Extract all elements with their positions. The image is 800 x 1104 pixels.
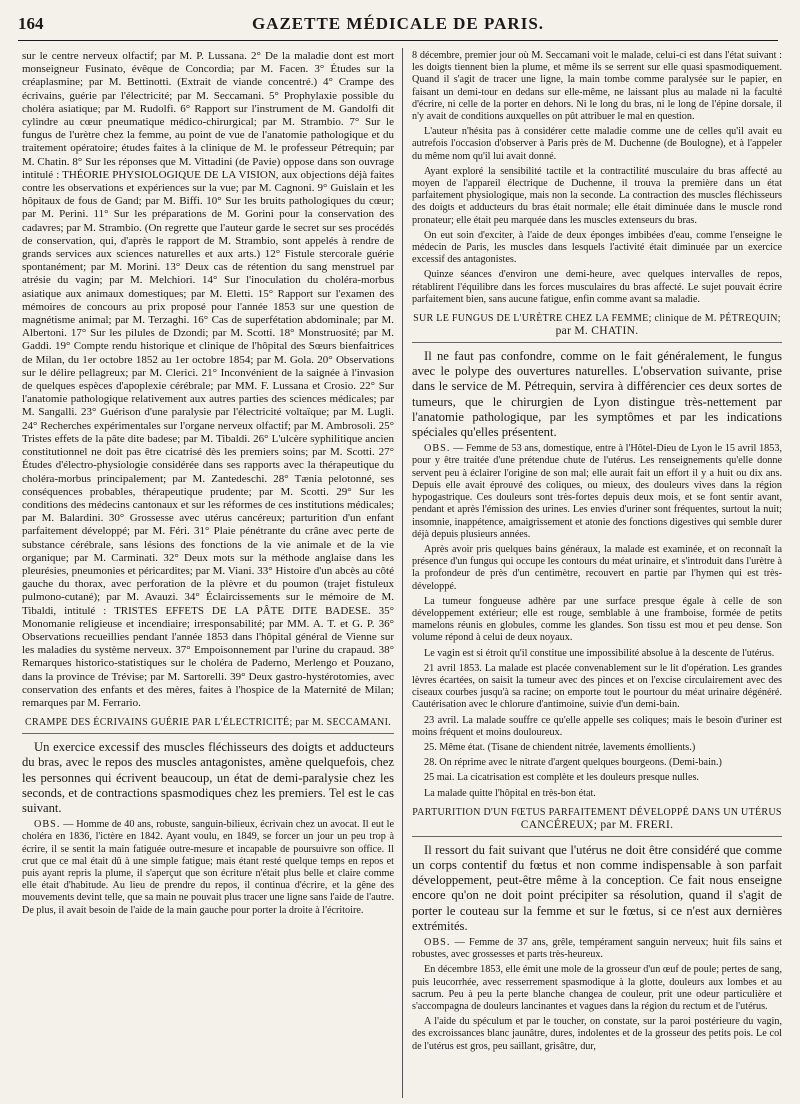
paragraph: La malade quitte l'hôpital en très-bon état. <box>424 787 596 799</box>
observation-paragraph: OBS. — Femme de 53 ans, domestique, entre à l'Hôtel-Dieu de Lyon le 15 avril 1853, pour y être traitée d'une prétendue chute de l'utérus. Les renseignements qu'elle donne servent peu à éclairer l'origine de son mal; elle aurait fait un effort il y a huit ou dix ans. Depuis elle avait éprouvé des coliques, ou mieux, des douleurs vives dans la région hypogastrique. Ces douleurs sont très-fortes depuis deux mois, et se font sentir avant, pendant et après l'émission des urines. Les envies d'uriner sont fréquentes, surtout la nuit; insomnie, inappétence, amaigrissement et atonie des fonctions digestives qui semble durer déjà depuis plusieurs années. <box>412 443 782 540</box>
contents-list: sur le centre nerveux olfactif; par M. P. Lussana. 2° De la maladie dont est mort monseigneur Fusinato, évêque de Concordia; par M. Facen. 3° Études sur la créaplasmine; par M. Bettinotti. (Extrait de viande concentré.) 4° Crampe des écrivains, guérie par l'électricité; par M. Seccamani. 5° Prophylaxie possible du choléra asiatique; par M. Rudolfi. 6° Rapport sur l'instrument de M. Gandolfi dit cylindre au cœur pneumatique médico-chirurgical; par M. Strambio. 7° Sur le fungus de l'urètre chez la femme, au point de vue de l'anatomie pathologique et du traitement opératoire; études faites à la clinique de M. le professeur Pétrequin; par M. Chatin. 8° Sur les réponses que M. Vittadini (de Pavie) oppose dans son ouvrage intitulé : THÉORIE PHYSIOLOGIQUE DE LA VISION, aux objections déjà faites contre les observations et expériences sur la vue; par M. Cagnoni. 9° Guislain et les hôpitaux de fous de Gand; par M. Biffi. 10° Sur les bruits pathologiques du cœur; par M. Perini. 11° Sur les préparations de M. Gorini pour la conservation des cadavres; par M. Strambio. (On regrette que l'auteur garde le secret sur ses procédés de conservation, qui, d'après le rapport de M. Strambio, sont appelés à rendre de grands services aux sciences naturelles et aux arts.) 12° Fistule stercorale guérie spontanément; par M. Morini. 13° Deux cas de rétention du sang menstruel par atrésie du vagin; par M. Melchiori. 14° Sur l'inoculation du choléra-morbus asiatique aux animaux domestiques; par M. Eletti. 15° Rapport sur l'examen des mémoires de concours au prix proposé pour l'année 1853 sur une question de magnétisme animal; par M. Terzaghi. 16° Cas de superfétation abdominale; par M. Albertoni. 17° Sur les pilules de Dzondi; par M. Scotti. 18° Monstruosité; par M. Gaddi. 19° Compte rendu historique et clinique de l'hôpital des Sœurs bienfaitrices de Milan, du 1er octobre 1852 au 1er octobre 1854; par M. Gola. 20° Observations sur le délire pellagreux; par M. Clerici. 21° Inconvénient de la saignée à l'invasion de quelques espèces d'apoplexie cérébrale; par MM. F. Lussana et Crosio. 22° Sur l'anatomie pathologique relativement aux autres parties des sciences médicales; par M. Sangalli. 23° Guérison d'une paralysie par l'électricité voltaïque; par M. Lugli. 24° Recherches expérimentales sur l'organe nerveux olfactif; par M. Ambrosoli. 25° Tristes effets de la pâte dite badese; par M. Tibaldi. 26° L'ulcère syphilitique ancien constitutionnel ne doit pas être cicatrisé dès les premiers soins; par M. Scotti. 27° Études d'électro-physiologie considérée dans ses rapports avec la thérapeutique du choléra-morbus principalement; par M. Zantedeschi. 28° Tænia pelotonné, ses conséquences probables, thérapeutique prudente; par M. Scotti. 29° Sur les conditions des médecins cantonaux et sur les réformes de ces institutions médicales; par M. Balardini. 30° Grossesse avec utérus cancéreux; parturition d'un enfant parfaitement développé; par M. Féri. 31° Plaie pénétrante du crâne avec perte de substance cérébrale, sans lésions des fonctions de la vie animale et de la vie organique; par M. Carminati. 32° Deux mots sur la méthode anglaise dans les pleurésies, pneumonies et péricardites; par M. Viani. 33° Histoire d'un abcès au côté gauche du thorax, avec perforation de la plèvre et du poumon (trajet fistuleux pulmono-cutané); par M. Avauzi. 34° Éclaircissements sur le mémoire de M. Tibaldi, intitulé : TRISTES EFFETS DE LA PÂTE DITE BADESE. 35° Monomanie religieuse et incendiaire; irresponsabilité; par MM. A. T. et G. P. 36° Observations recueillies pendant l'année 1853 dans l'hôpital général de Vienne sur les maladies du système nerveux. 37° Empoisonnement par l'urine du crapaud. 38° Remarques historico-statistiques sur le choléra de Paderno, Merlengo et Pouzano, dans la province de Trévise; par M. Sartorelli. 39° Deux gastro-hystérotomies, avec conservation des enfants et des mères, faites à l'hospice de la Maternité de Milan; remarques par M. Ferrario. <box>22 50 394 709</box>
section-heading-parturition: PARTURITION D'UN FŒTUS PARFAITEMENT DÉVELOPPÉ DANS UN UTÉRUS CANCÉREUX; par M. FRERI. <box>412 806 782 837</box>
paragraph: 25 mai. La cicatrisation est complète et les douleurs presque nulles. <box>424 772 699 784</box>
section-intro: Il ne faut pas confondre, comme on le fait généralement, le fungus avec le polype des ouvertures naturelles. L'observation suivante, prise dans le service de M. Pétrequin, servira à différencier ces deux sortes de tumeurs, que le chirurgien de Lyon distingue très-nettement par l'anatomie pathologique, par les symptômes et par les indications spéciales qu'elles présentent. <box>412 349 782 440</box>
observation-paragraph: OBS. — Femme de 37 ans, grêle, tempérament sanguin nerveux; huit fils sains et robustes, avec grossesses et parts très-heureux. <box>412 936 782 961</box>
paragraph: 25. Même état. (Tisane de chiendent nitrée, lavements émollients.) <box>424 741 696 753</box>
paragraph: En décembre 1853, elle émit une mole de la grosseur d'un œuf de poule; pertes de sang, puis leucorrhée, avec resserrement spasmodique à la glotte, douleurs aux lombes et au sacrum. Peu à peu la perte blanche changea de couleur, prit une odeur particulière et s'accompagna de douleurs lancinantes et vagues dans la région du rectum et de l'utérus. <box>412 964 782 1012</box>
page-header <box>18 14 778 41</box>
paragraph: La tumeur fongueuse adhère par une surface presque égale à celle de son développement extérieur; elle est rouge, semblable à une framboise, formée de petits mamelons réunis en globules, comme les glandes. Son tissu est mou et peu dense. Son volume répond à celui de deux noyaux. <box>412 595 782 644</box>
right-column <box>412 50 782 1098</box>
paragraph: Ayant exploré la sensibilité tactile et la contractilité musculaire du bras affecté au moyen de l'appareil électrique de Duchenne, il trouva la première dans un état parfaitement physiologique, mais non la seconde. La contraction des muscles fléchisseurs des doigts et adducteurs du bras était normale; elle était diminuée dans le muscle rond pronateur; elle était peu marquée dans les muscles extenseurs du bras. <box>412 165 782 226</box>
journal-title: GAZETTE MÉDICALE DE PARIS. <box>251 14 545 33</box>
column-divider <box>402 48 403 1098</box>
paragraph: 8 décembre, premier jour où M. Seccamani voit le malade, celui-ci est dans l'état suivant : les doigts tiennent bien la plume, et même ils se serrent sur elle quasi spasmodiquement. Quand il s'agit de tracer une ligne, la main tombe comme paralysée sur le papier, en faisant un demi-tour en dedans sur elle-même, ne laissant plus au malade ni la faculté d'écrire, ni celle de la porter en dehors. Ni le long du bras, ni le long de l'épine dorsale, il n'y avait de conditions auxquelles on pût attribuer le mal en question. <box>412 50 782 123</box>
paragraph: 28. On réprime avec le nitrate d'argent quelques bourgeons. (Demi-bain.) <box>424 757 722 769</box>
page-number: 164 <box>18 14 44 33</box>
left-column <box>22 50 394 1098</box>
paragraph: Quinze séances d'environ une demi-heure, avec quelques intervalles de repos, rétablirent l'équilibre dans les forces musculaires du bras affecté. Le sujet pouvait écrire parfaitement bien, sans aucune fatigue, enfin comme avant sa maladie. <box>412 269 782 305</box>
section-intro: Il ressort du fait suivant que l'utérus ne doit être considéré que comme un corps contentif du fœtus et non comme indispensable à son parfait développement, peut-être même à la conception. Ce fait nous enseigne encore qu'on ne doit point précipiter sa résolution, quand il s'agit de porter le couteau sur la femme et sur le fœtus, si ce n'est aux dernières extrémités. <box>412 842 782 933</box>
paragraph: On eut soin d'exciter, à l'aide de deux éponges imbibées d'eau, comme l'enseigne le médecin de Paris, les muscles dans lesquels l'activité était diminuée par un exercice excessif des antagonistes. <box>412 229 782 266</box>
paragraph: L'auteur n'hésita pas à considérer cette maladie comme une de celles qu'il avait eu autrefois l'occasion d'observer à Paris près de M. Duchenne (de Boulogne), et à l'appeler du même nom qu'il lui avait donné. <box>412 126 782 162</box>
paragraph: A l'aide du spéculum et par le toucher, on constate, sur la paroi postérieure du vagin, des excroissances blanc jaunâtre, dures, indolentes et de la grosseur des petits pois. Le col de l'utérus est gros, peu saillant, grisâtre, dur, <box>412 1016 782 1052</box>
obs-label: OBS. <box>34 819 61 831</box>
paragraph: Après avoir pris quelques bains généraux, la malade est examinée, et on reconnaît la présence d'un fungus qui occupe les contours du méat urinaire, et s'introduit dans l'urètre à la profondeur de près d'un centimètre, recouvert en partie par l'hymen qui est très-développé. <box>412 543 782 592</box>
section-heading-fungus: SUR LE FUNGUS DE L'URÈTRE CHEZ LA FEMME; clinique de M. PÉTREQUIN; par M. CHATIN. <box>412 312 782 343</box>
observation-paragraph: OBS. — Homme de 40 ans, robuste, sanguin-bilieux, écrivain chez un avocat. Il eut le choléra en 1836, l'ictère en 1842. Ayant voulu, en 1849, se forcer un jour un peu trop à écrire, il se sentit la main fatiguée outre-mesure et incapable de poursuivre son office. Il crut que ce mal était dû à une simple fatigue; mais étant resté quelque temps en repos et puis ayant repris la plume, il s'aperçut que son écriture n'était plus belle et claire comme elle était d'habitude. Au lieu de prendre du repos, il continua d'écrire, et la gêne des mouvements devint telle, que sa main ne pouvait plus tracer une ligne sans l'aide de l'autre. De plus, il avait besoin de l'aide de la main gauche pour porter la droite à l'écritoire. <box>22 819 394 916</box>
paragraph: 21 avril 1853. La malade est placée convenablement sur le lit d'opération. Les grandes lèvres écartées, on saisit la tumeur avec des pinces et on l'excise circulairement avec des ciseaux courbes jusqu'à sa racine; on emporte tout le pourtour du méat urinaire dégénéré. Cautérisation avec le chlorure d'antimoine, suivie d'un demi-bain. <box>412 662 782 711</box>
paragraph: Le vagin est si étroit qu'il constitue une impossibilité absolue à la descente de l'utérus. <box>424 647 775 659</box>
paragraph: 23 avril. La malade souffre ce qu'elle appelle ses coliques; mais le besoin d'uriner est moins fréquent et moins douloureux. <box>412 714 782 738</box>
section-intro: Un exercice excessif des muscles fléchisseurs des doigts et adducteurs du bras, avec le repos des muscles antagonistes, amène quelquefois, chez les personnes qui écrivent beaucoup, un état de demi-paralysie chez les seconds, et de contractions spasmodiques chez les premiers. Tel est le cas suivant. <box>22 740 394 815</box>
section-heading-crampe: CRAMPE DES ÉCRIVAINS GUÉRIE PAR L'ÉLECTRICITÉ; par M. SECCAMANI. <box>22 716 394 734</box>
